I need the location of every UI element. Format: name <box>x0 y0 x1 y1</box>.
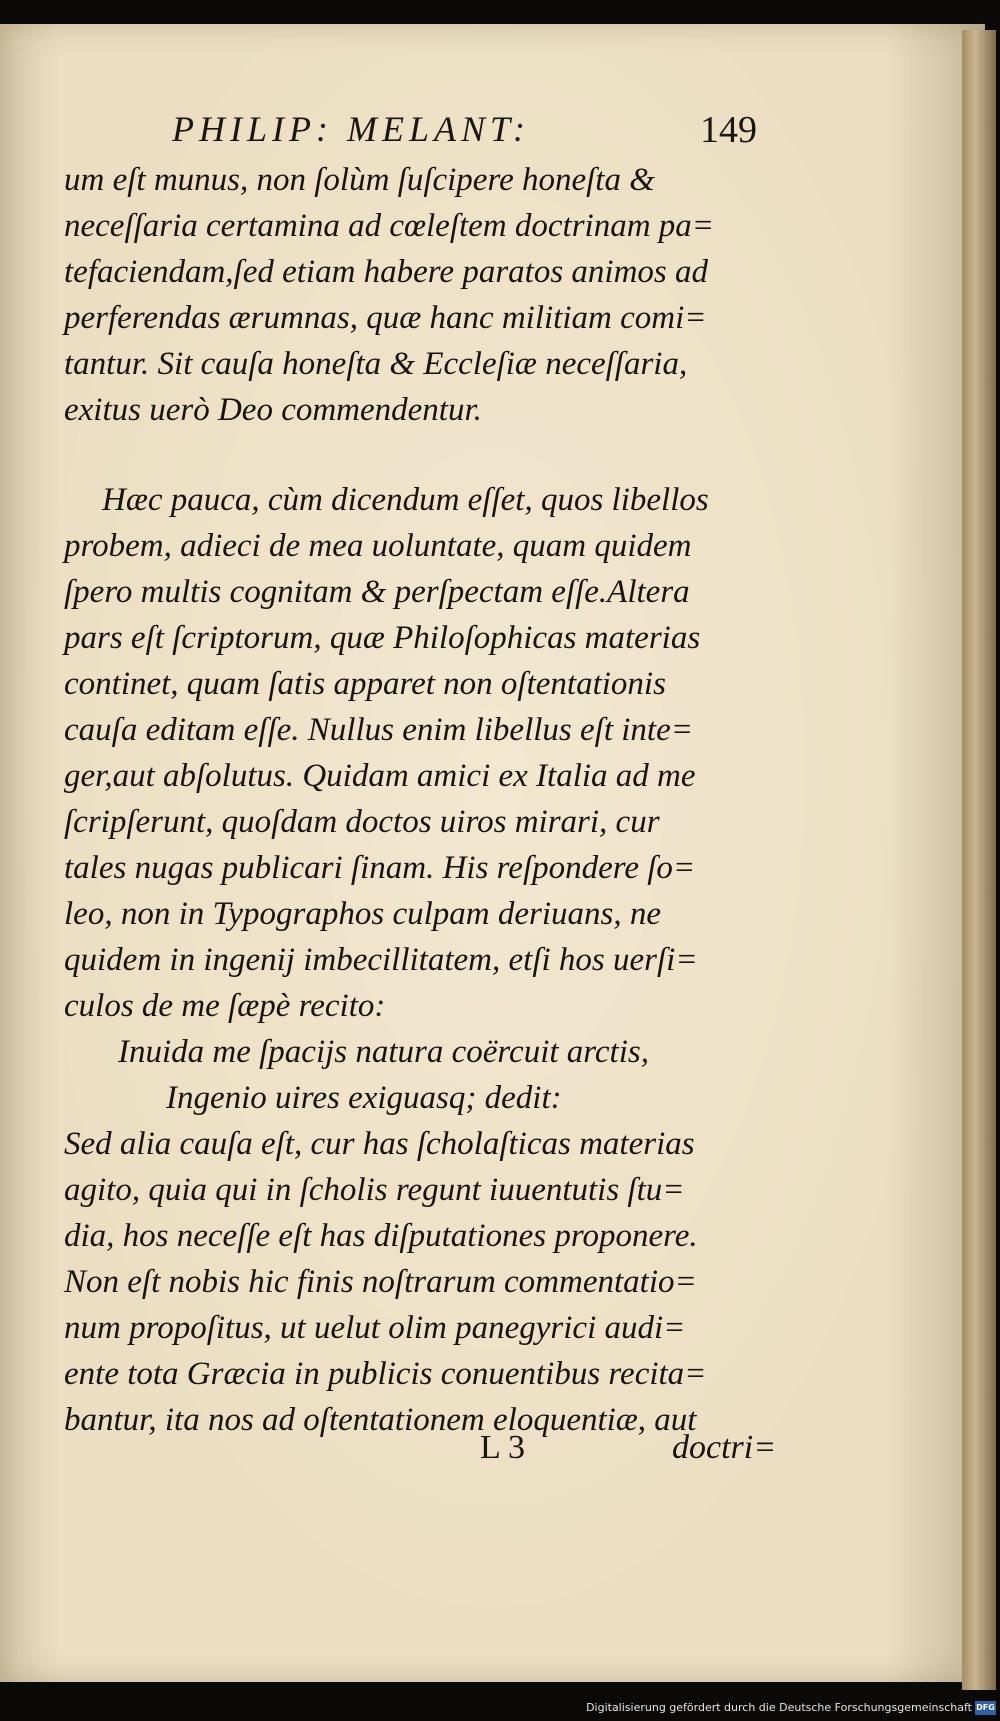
text-line: culos de me ſæpè recito: <box>64 988 386 1024</box>
page-edge <box>962 30 996 1690</box>
text-line: ger,aut abſolutus. Quidam amici ex Italia ad me <box>64 758 696 794</box>
text-line: continet, quam ſatis apparet non oſtentationis <box>64 666 666 702</box>
page-number: 149 <box>700 109 757 151</box>
text-line: bantur, ita nos ad oſtentationem eloquentiæ, aut <box>64 1402 697 1438</box>
catchword: doctri= <box>672 1429 777 1466</box>
digitization-credit: Digitalisierung gefördert durch die Deutsche Forschungsgemeinschaft <box>586 1701 972 1714</box>
text-line: quidem in ingenij imbecillitatem, etſi hos uerſi= <box>64 942 698 978</box>
text-line: ente tota Græcia in publicis conuentibus recita= <box>64 1356 707 1392</box>
text-line: leo, non in Typographos culpam deriuans, ne <box>64 896 662 932</box>
text-line: tefaciendam,ſed etiam habere paratos animos ad <box>64 254 709 290</box>
text-line: probem, adieci de mea uoluntate, quam quidem <box>64 528 692 564</box>
running-title: PHILIP: MELANT: <box>172 109 530 149</box>
text-line: Sed alia cauſa eſt, cur has ſcholaſticas materias <box>64 1126 695 1162</box>
text-line: dia, hos neceſſe eſt has diſputationes proponere. <box>64 1218 698 1254</box>
text-line: Hæc pauca, cùm dicendum eſſet, quos libellos <box>102 482 709 518</box>
verse-line: Inuida me ſpacijs natura coërcuit arctis, <box>118 1034 649 1070</box>
text-line: perferendas ærumnas, quæ hanc militiam comi= <box>64 300 707 336</box>
text-line: neceſſaria certamina ad cœleſtem doctrinam pa= <box>64 208 715 244</box>
verse-line: Ingenio uires exiguasq; dedit: <box>166 1080 562 1116</box>
signature-mark: L 3 <box>480 1429 526 1466</box>
text-line: exitus uerò Deo commendentur. <box>64 392 482 428</box>
text-line: pars eſt ſcriptorum, quæ Philoſophicas materias <box>64 620 701 656</box>
text-line: cauſa editam eſſe. Nullus enim libellus eſt inte= <box>64 712 693 748</box>
text-line: agito, quia qui in ſcholis regunt iuuentutis ſtu= <box>64 1172 685 1208</box>
text-line: tales nugas publicari ſinam. His reſpondere ſo= <box>64 850 696 886</box>
book-page <box>0 24 985 1682</box>
text-line: ſcripſerunt, quoſdam doctos uiros mirari, cur <box>64 804 660 840</box>
text-line: num propoſitus, ut uelut olim panegyrici audi= <box>64 1310 686 1346</box>
dfg-logo-icon: DFG <box>975 1701 996 1715</box>
text-line: tantur. Sit cauſa honeſta & Eccleſiæ neceſſaria, <box>64 346 688 382</box>
text-line: Non eſt nobis hic finis noſtrarum commentatio= <box>64 1264 697 1300</box>
text-line: um eſt munus, non ſolùm ſuſcipere honeſta & <box>64 162 655 198</box>
text-line: ſpero multis cognitam & perſpectam eſſe.Altera <box>64 574 690 610</box>
